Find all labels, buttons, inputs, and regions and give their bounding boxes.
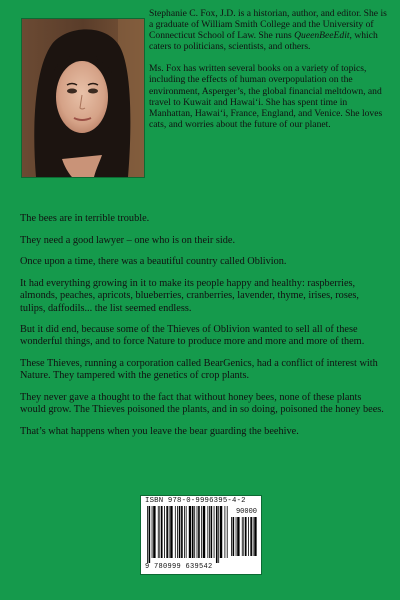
blurb-paragraph: These Thieves, running a corporation called BearGenics, had a conflict of interest with Nature. They tampered with the genetics of crop plants. [20,358,378,382]
barcode-bar [209,506,210,558]
barcode-bar [237,517,239,556]
barcode-bar [158,506,159,558]
barcode-bar [197,506,198,558]
barcode-bar [250,517,252,556]
barcode-bar [245,517,247,556]
barcode-bar [203,506,205,558]
author-bio [149,8,387,141]
barcode-bar [216,506,218,563]
barcode-bar [248,517,249,556]
barcode-bar [164,506,165,558]
barcode-bar [225,506,226,558]
book-blurb [20,213,384,448]
barcode-bar [231,517,232,556]
barcode-bar [192,506,194,558]
company-name: QueenBeeEdit [294,30,350,42]
barcode-bar [179,506,181,558]
blurb-paragraph: The bees are in terrible trouble. [20,213,150,224]
blurb-paragraph: They never gave a thought to the fact that without honey bees, none of these plants would grow. The Thieves poisoned the plants, and in so doing, poisoned the honey bees. [20,392,384,416]
barcode-bar [186,506,187,558]
barcode-bar [194,506,195,558]
barcode-bar [211,506,213,558]
barcode-bar [147,506,148,563]
barcode-bars [147,506,229,563]
barcode-bar [214,506,215,558]
barcode-bar [254,517,256,556]
author-photo [21,18,145,178]
barcode-bar [153,506,155,558]
barcode-bar [161,506,163,558]
blurb-paragraph: But it did end, because some of the Thieves of Oblivion wanted to sell all of these wonderful things, and to force Nature to produce more and more and more of them. [20,324,365,348]
blurb-paragraph: Once upon a time, there was a beautiful country called Oblivion. [20,256,287,268]
barcode-bar [253,517,254,556]
barcode-bar [169,506,170,558]
author-bio-paragraph-2: Ms. Fox has written several books on a variety of topics, including the effects of human overpopulation on the environment, Asperger’s, the global financial meltdown, and travel to Kuwait and Hawai‘i. She has spent time in Manhattan, Hawai‘i, France, England, and Venice. She loves cats, and worries about the future of our planet. [149,63,383,130]
barcode-bar [220,506,222,558]
barcode-bar [170,506,172,558]
isbn-label: ISBN 978-0-9996395-4-2 [145,497,246,505]
blurb-paragraph: That’s what happens when you leave the bear guarding the beehive. [20,425,299,437]
barcode-bar [242,517,243,556]
barcode-bar [207,506,208,558]
barcode-bar [236,517,237,556]
barcode-bar [233,517,235,556]
price-barcode-bars [231,517,257,561]
barcode-bar [198,506,200,558]
author-portrait-image [22,19,144,177]
barcode-bar [166,506,168,558]
blurb-paragraph: It had everything growing in it to make its people happy and healthy: raspberries, almonds, peaches, apricots, blueberries, cranberries, lavender, thyme, irises, roses, tulips, daffodils... the list seemed endless. [20,278,359,314]
barcode-bar [177,506,178,558]
barcode-bar [218,506,219,563]
barcode-number: 9 780999 639542 [145,563,213,571]
barcode-bar [149,506,151,563]
barcode-bar [159,506,160,558]
price-code: 90000 [235,508,257,516]
barcode-bar [243,517,244,556]
isbn-barcode [140,495,262,575]
barcode-bar [181,506,183,558]
barcode-bar [152,506,153,558]
barcode-bar [227,506,228,558]
barcode-bar [201,506,202,558]
barcode-bar [184,506,185,558]
author-bio-paragraph-1: Stephanie C. Fox, J.D. is a historian, author, and editor. She is a graduate of William Smith College and the University of Connecticut School of Law. She runs QueenBeeEdit, which caters to politicians, scientists, and others. [149,8,387,53]
barcode-bar [189,506,191,558]
barcode-bar [175,506,176,558]
blurb-paragraph: They need a good lawyer – one who is on their side. [20,234,236,246]
